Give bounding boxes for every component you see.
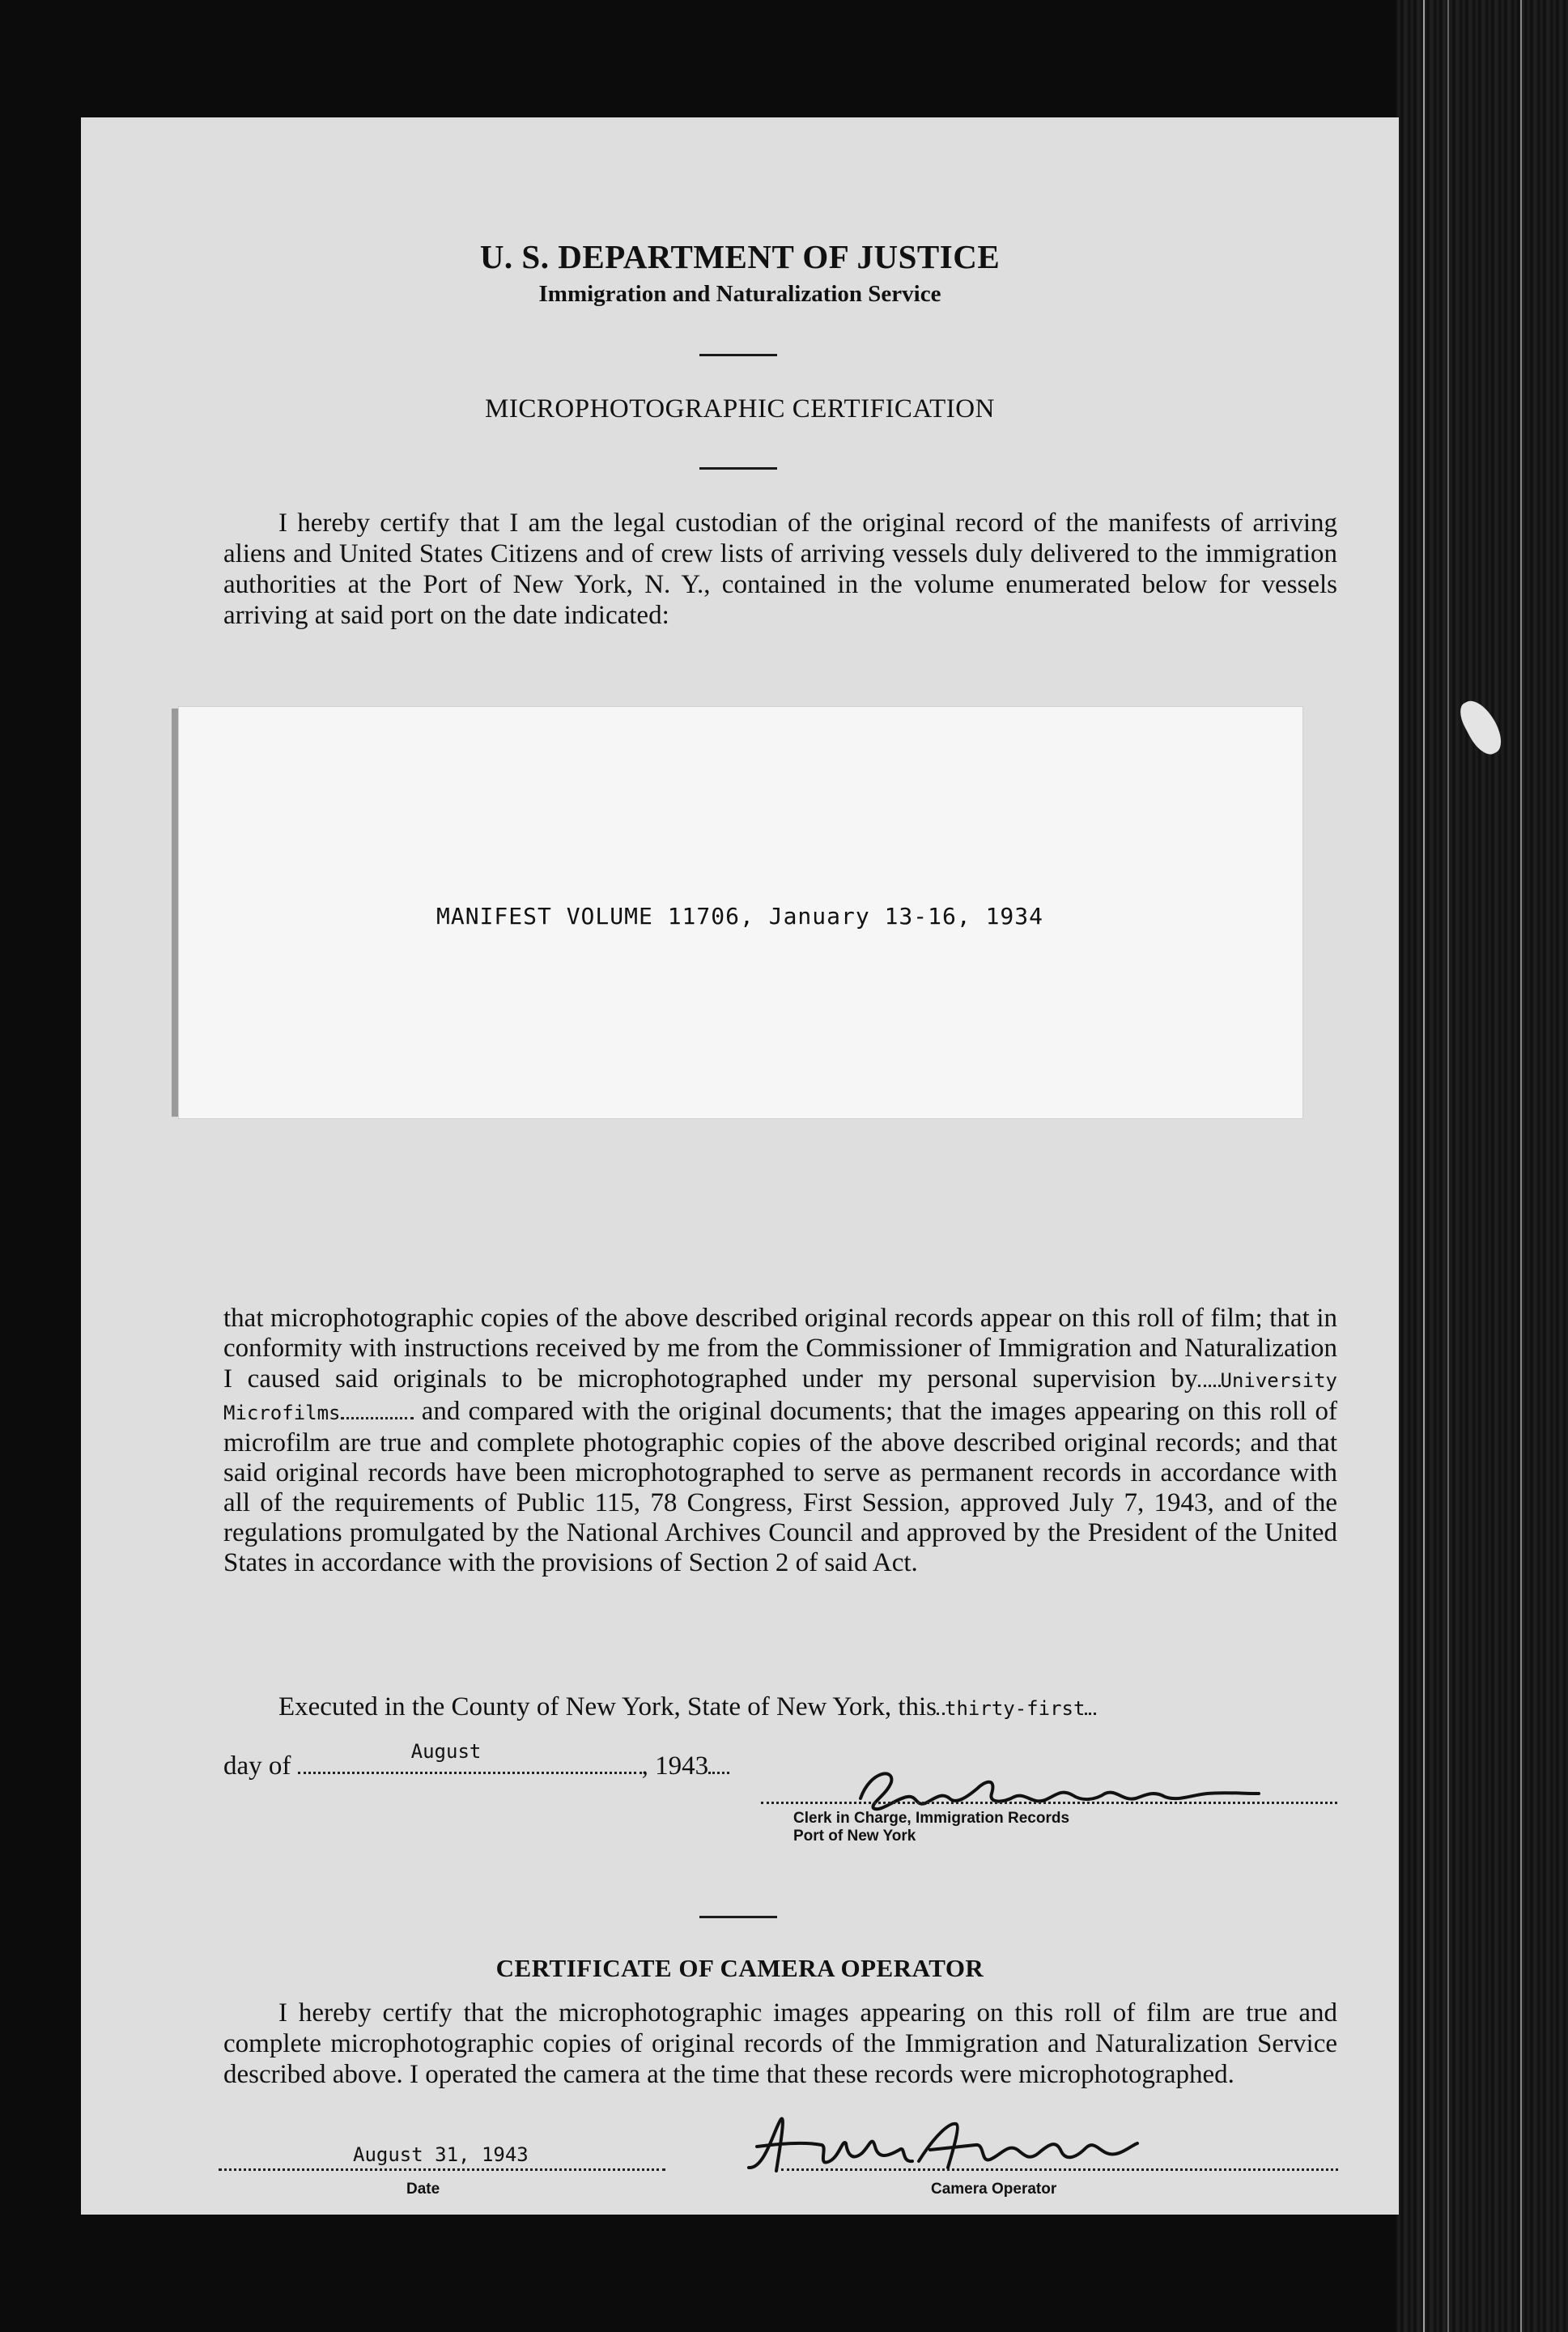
body-paragraph [223,1304,1337,1578]
fill-dots [341,1396,414,1419]
fill-dots [1198,1364,1221,1387]
intro-paragraph [223,508,1337,631]
fill-dots [298,1772,642,1774]
clerk-signature-line [761,1802,1337,1804]
film-scratch [1520,0,1522,2332]
clerk-title-line2: Port of New York [793,1828,916,1845]
body-text-1: that microphotographic copies of the above described original records appear on this roll of film; that in conformity with instructions received by me from the Commissioner of Immigration and Naturalization I caused said originals to be microphotographed under my personal supervision by [223,1304,1337,1394]
year-text: , 1943 [641,1751,709,1781]
clerk-title-line1: Clerk in Charge, Immigration Records [793,1810,1070,1827]
filmed-by-value: University Microfilms [223,1369,1337,1424]
camera-operator-signature [733,2111,1154,2184]
divider [699,354,777,356]
camera-operator-label: Camera Operator [931,2181,1057,2198]
film-border-right [1396,0,1568,2332]
day-of-line [223,1740,729,1781]
department-heading: U. S. DEPARTMENT OF JUSTICE [479,238,1001,275]
operator-date-value: August 31, 1943 [353,2143,529,2166]
operator-date-label: Date [406,2181,440,2198]
certificate-page [81,117,1399,2215]
month-field [298,1740,642,1774]
day-of-label: day of [223,1751,291,1781]
executed-day-value: thirty-first [945,1697,1086,1720]
operator-signature-line [781,2168,1338,2171]
intro-text: I hereby certify that I am the legal custodian of the original record of the manifests of arriving aliens and United States Citizens and of crew lists of arriving vessels duly delivered to the immigration authorities at the Port of New York, N. Y., contained in the volume enumerated below for vessels arriving at said port on the date indicated: [223,509,1337,630]
fill-dots [708,1772,729,1774]
fill-dots [937,1692,945,1715]
manifest-label: MANIFEST VOLUME 11706, January 13-16, 1934 [436,903,1043,930]
film-scratch [1423,0,1425,2332]
executed-line [223,1692,1349,1724]
service-subheading: Immigration and Naturalization Service [538,281,941,307]
camera-operator-text: I hereby certify that the microphotographic images appearing on this roll of film are true and complete microphotographic copies of original records of the Immigration and Naturalization Service described above. I operated the camera at the time that these records were microphotographed. [223,1998,1337,2089]
film-scratch [1447,0,1449,2332]
fill-dots [1085,1692,1096,1715]
camera-operator-title: CERTIFICATE OF CAMERA OPERATOR [495,1954,984,1982]
certification-title: MICROPHOTOGRAPHIC CERTIFICATION [485,394,995,423]
operator-date-line [219,2168,665,2171]
clerk-title [793,1810,1069,1845]
body-text-2: and compared with the original documents; that the images appearing on this roll of microfilm are true and complete photographic copies of the above described original records; and that said original records have been microphotographed to serve as permanent records in accordance with all of the requirements of Public 115, 78 Congress, First Session, approved July 7, 1943, and of the regulations promulgated by the National Archives Council and approved by the President of the United States in accordance with the provisions of Section 2 of said Act. [223,1397,1337,1577]
divider [699,1916,777,1918]
month-value: August [410,1740,482,1763]
executed-text: Executed in the County of New York, State of New York, this [278,1692,937,1721]
camera-operator-paragraph [223,1998,1337,2090]
divider [699,467,777,470]
